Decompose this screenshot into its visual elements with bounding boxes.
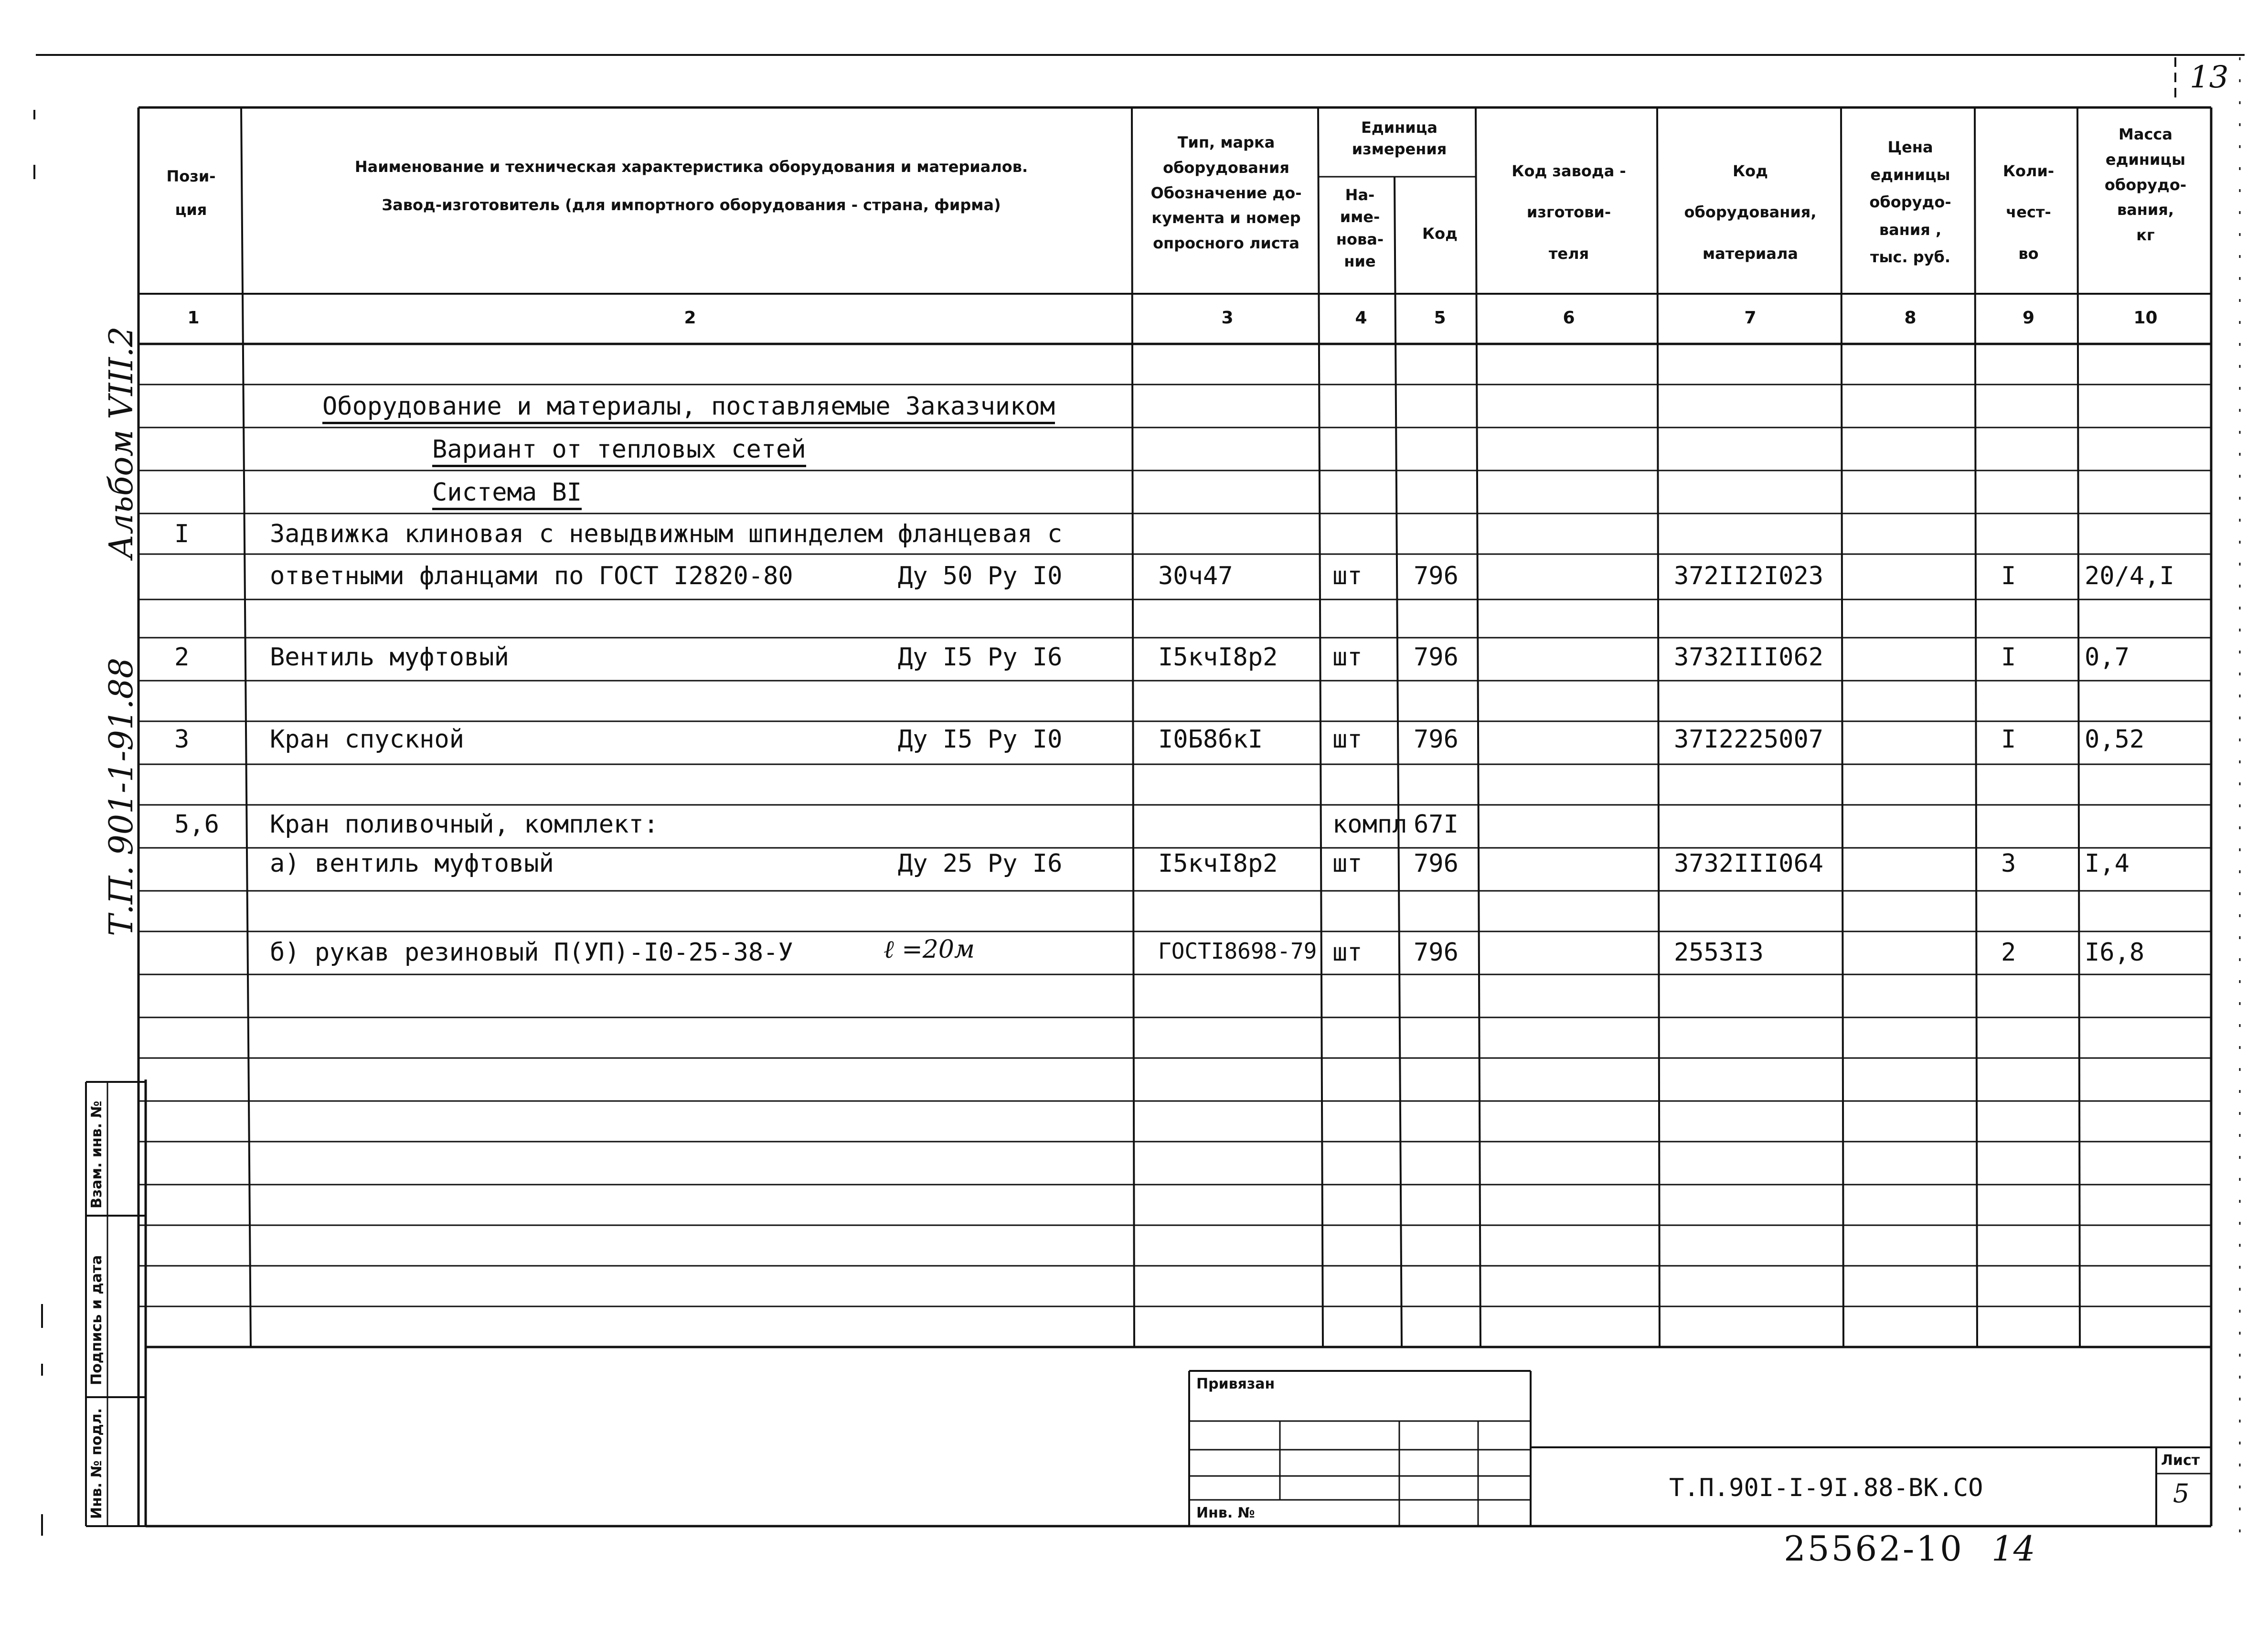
header-unit-group: Единица измерения: [1352, 118, 1447, 158]
row-3-unit: шт: [1332, 643, 1363, 672]
row-4-unit: шт: [1332, 725, 1363, 754]
row-3-quantity: I: [2001, 643, 2016, 672]
section-title-variant: Вариант от тепловых сетей: [432, 437, 806, 467]
row-4-mass: 0,52: [2085, 725, 2145, 754]
row-6-name: а) вентиль муфтовый: [270, 849, 554, 878]
col-number-4: 4: [1355, 308, 1367, 328]
col-number-3: 3: [1221, 308, 1234, 328]
row-3-position: 2: [174, 643, 190, 672]
col-number-9: 9: [2022, 308, 2035, 328]
row-5-unit-code: 67I: [1414, 810, 1459, 839]
header-type: Тип, марка оборудования Обозначение до- кумента и номер опросного листа: [1150, 133, 1302, 253]
album-label: Альбом VIII.2: [103, 326, 140, 559]
stamp-original-inventory: Инв. № подл.: [88, 1408, 105, 1519]
row-4-position: 3: [174, 725, 190, 754]
row-6-type: I5кчI8р2: [1158, 849, 1278, 878]
row-3-unit-code: 796: [1414, 643, 1459, 672]
row-6-unit-code: 796: [1414, 849, 1459, 878]
document-code: Т.П.90I-I-9I.88-ВК.СО: [1669, 1474, 1983, 1502]
row-6-material-code: 3732III064: [1674, 849, 1824, 878]
col-number-7: 7: [1744, 308, 1757, 328]
section-title-system: Система BI: [432, 480, 582, 510]
stamp-replace-inventory: Взам. инв. №: [88, 1101, 105, 1208]
header-unit-name: На- име- нова- ние: [1336, 186, 1384, 271]
sheet-number: 5: [2173, 1478, 2190, 1508]
row-6-mass: I,4: [2085, 849, 2130, 878]
row-4-dn: Ду I5 Ру I0: [898, 725, 1063, 754]
header-price: Цена единицы оборудо- вания , тыс. руб.: [1869, 138, 1951, 267]
stamp-signature-date: Подпись и дата: [88, 1255, 105, 1385]
col-number-6: 6: [1563, 308, 1575, 328]
row-6-quantity: 3: [2001, 849, 2016, 878]
col-number-5: 5: [1434, 308, 1446, 328]
section-title-customer-supply: Оборудование и материалы, поставляемые Заказчиком: [322, 394, 1055, 424]
header-equipment-code: Код оборудования, материала: [1684, 162, 1817, 263]
row-7-unit-code: 796: [1414, 938, 1459, 967]
bottom-page-number: 14: [1991, 1529, 2035, 1569]
col-number-2: 2: [684, 308, 696, 328]
row-4-unit-code: 796: [1414, 725, 1459, 754]
row-7-name: б) рукав резиновый П(УП)-I0-25-38-У: [270, 938, 793, 967]
project-code-vertical: Т.П. 901-1-91.88: [103, 657, 140, 936]
sheet-label: Лист: [2161, 1452, 2200, 1469]
row-7-mass: I6,8: [2085, 938, 2145, 967]
row-4-name: Кран спускной: [270, 725, 464, 754]
sheet-corner-number: 13: [2190, 60, 2229, 95]
row-5-name: Кран поливочный, комплект:: [270, 810, 659, 839]
row-7-unit: шт: [1332, 938, 1363, 967]
row-2-mass: 20/4,I: [2085, 562, 2174, 590]
row-2-unit: шт: [1332, 562, 1363, 590]
row-7-length: ℓ =20м: [884, 935, 975, 964]
header-quantity: Коли- чест- во: [2002, 162, 2055, 263]
row-3-dn: Ду I5 Ру I6: [898, 643, 1063, 672]
row-3-type: I5кчI8р2: [1158, 643, 1278, 672]
title-block-inventory-number: Инв. №: [1196, 1505, 1255, 1521]
header-mass: Масса единицы оборудо- вания, кг: [2104, 125, 2187, 245]
col-number-8: 8: [1904, 308, 1917, 328]
row-7-type: ГОСТI8698-79: [1158, 938, 1317, 964]
row-1-position: I: [174, 520, 190, 548]
row-5-unit: компл: [1332, 810, 1407, 839]
header-unit-code: Код: [1422, 225, 1458, 243]
row-7-quantity: 2: [2001, 938, 2016, 967]
archive-number: 25562-10: [1784, 1529, 1964, 1569]
row-2-type: 30ч47: [1158, 562, 1233, 590]
row-3-mass: 0,7: [2085, 643, 2130, 672]
row-6-unit: шт: [1332, 849, 1363, 878]
title-block-privyazan: Привязан: [1196, 1376, 1275, 1392]
col-number-10: 10: [2133, 308, 2158, 328]
row-5-position: 5,6: [174, 810, 219, 839]
header-name: Наименование и техническая характеристика оборудования и материалов. Завод-изготовитель (для импортного оборудования - страна, фирма): [354, 158, 1028, 214]
row-6-dn: Ду 25 Ру I6: [898, 849, 1063, 878]
row-2-unit-code: 796: [1414, 562, 1459, 590]
row-2-name: ответными фланцами по ГОСТ I2820-80: [270, 562, 793, 590]
row-2-material-code: 372II2I023: [1674, 562, 1824, 590]
col-number-1: 1: [187, 308, 200, 328]
row-4-quantity: I: [2001, 725, 2016, 754]
row-2-dn: Ду 50 Ру I0: [898, 562, 1063, 590]
row-4-type: I0Б8бкI: [1158, 725, 1263, 754]
row-1-name: Задвижка клиновая с невыдвижным шпинделем фланцевая с: [270, 520, 1063, 548]
row-2-quantity: I: [2001, 562, 2016, 590]
row-4-material-code: 37I2225007: [1674, 725, 1824, 754]
row-3-material-code: 3732III062: [1674, 643, 1824, 672]
row-3-name: Вентиль муфтовый: [270, 643, 509, 672]
header-manufacturer-code: Код завода - изготови- теля: [1512, 162, 1626, 263]
row-7-material-code: 2553I3: [1674, 938, 1764, 967]
header-position: Пози- ция: [166, 167, 216, 219]
